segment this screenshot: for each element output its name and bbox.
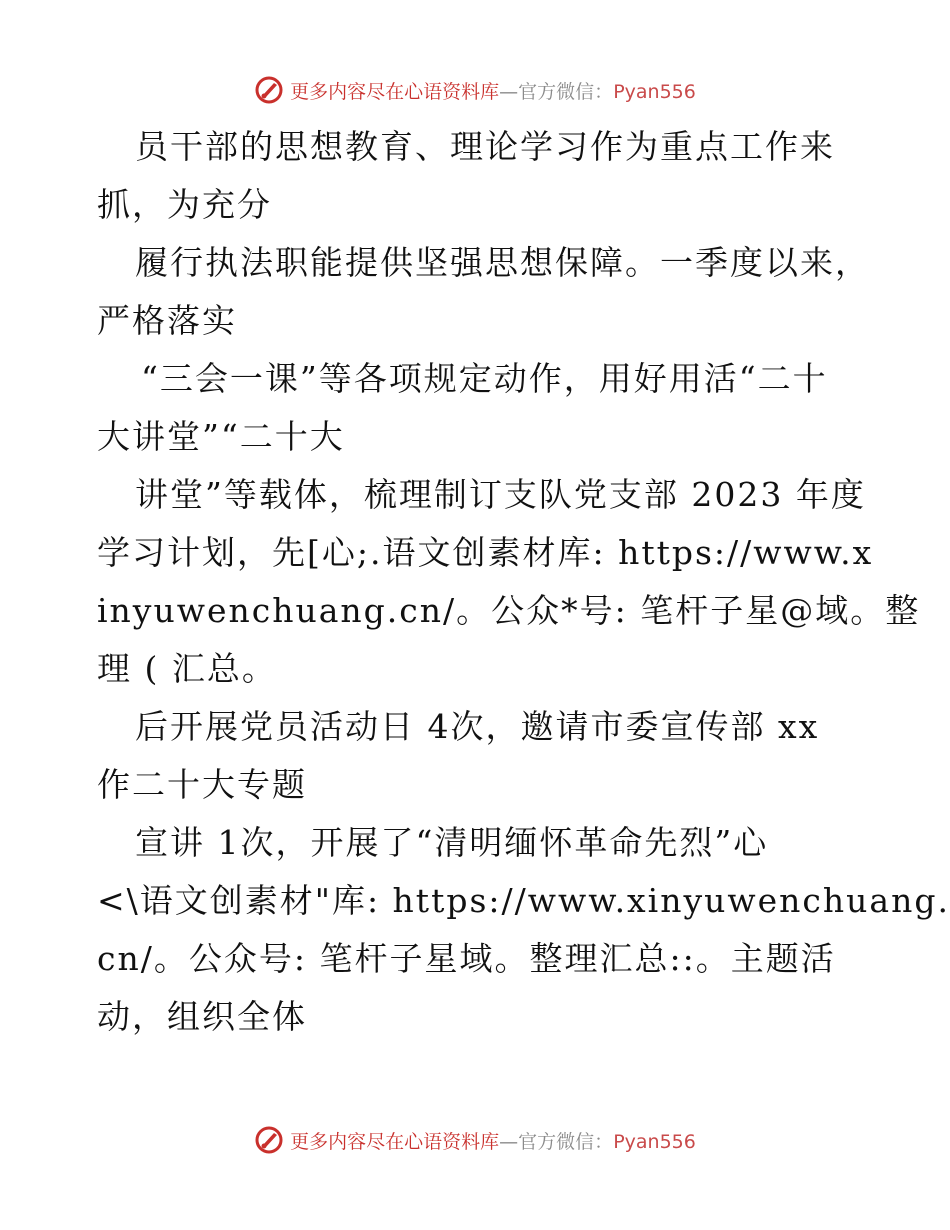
footer-banner — [0, 1120, 950, 1160]
header-brand: 更多内容尽在心语资料库 — [290, 80, 500, 103]
body-line: 大讲堂”“二十大 — [97, 417, 345, 456]
header-wechat-id: Pyan556 — [613, 80, 696, 103]
header-text — [290, 77, 696, 104]
body-line: 抓，为充分 — [97, 185, 272, 224]
body-line: 动，组织全体 — [97, 997, 307, 1036]
body-line: 履行执法职能提供坚强思想保障。一季度以来， — [135, 243, 870, 282]
footer-brand: 更多内容尽在心语资料库 — [290, 1130, 500, 1153]
body-line: cn/。公众号: 笔杆子星域。整理汇总::。主题活 — [97, 939, 836, 978]
body-line: 严格落实 — [97, 301, 237, 340]
body-line: 后开展党员活动日 4次，邀请市委宣传部 xx — [135, 707, 820, 746]
brush-logo-icon — [254, 75, 284, 105]
body-line: “三会一课”等各项规定动作，用好用活“二十 — [141, 359, 828, 398]
document-body — [97, 118, 950, 1046]
body-line: 理 ( 汇总。 — [97, 649, 277, 688]
footer-text — [290, 1127, 696, 1154]
body-line: <\语文创素材"库: https://www.xinyuwenchuang. — [97, 881, 950, 920]
body-line: 讲堂”等载体，梳理制订支队党支部 2023 年度 — [135, 475, 866, 514]
header-wechat-label: 官方微信： — [518, 80, 614, 103]
body-line: inyuwenchuang.cn/。公众*号: 笔杆子星@域。整 — [97, 591, 921, 630]
header-separator: — — [499, 80, 519, 103]
brush-logo-icon — [254, 1125, 284, 1155]
body-line: 宣讲 1次，开展了“清明缅怀革命先烈”心 — [135, 823, 769, 862]
footer-wechat-label: 官方微信： — [518, 1130, 614, 1153]
footer-wechat-id: Pyan556 — [613, 1130, 696, 1153]
body-line: 员干部的思想教育、理论学习作为重点工作来 — [135, 127, 835, 166]
body-line: 作二十大专题 — [97, 765, 307, 804]
body-line: 学习计划，先[心;.语文创素材库: https://www.x — [97, 533, 874, 572]
footer-separator: — — [499, 1130, 519, 1153]
header-banner — [0, 70, 950, 110]
